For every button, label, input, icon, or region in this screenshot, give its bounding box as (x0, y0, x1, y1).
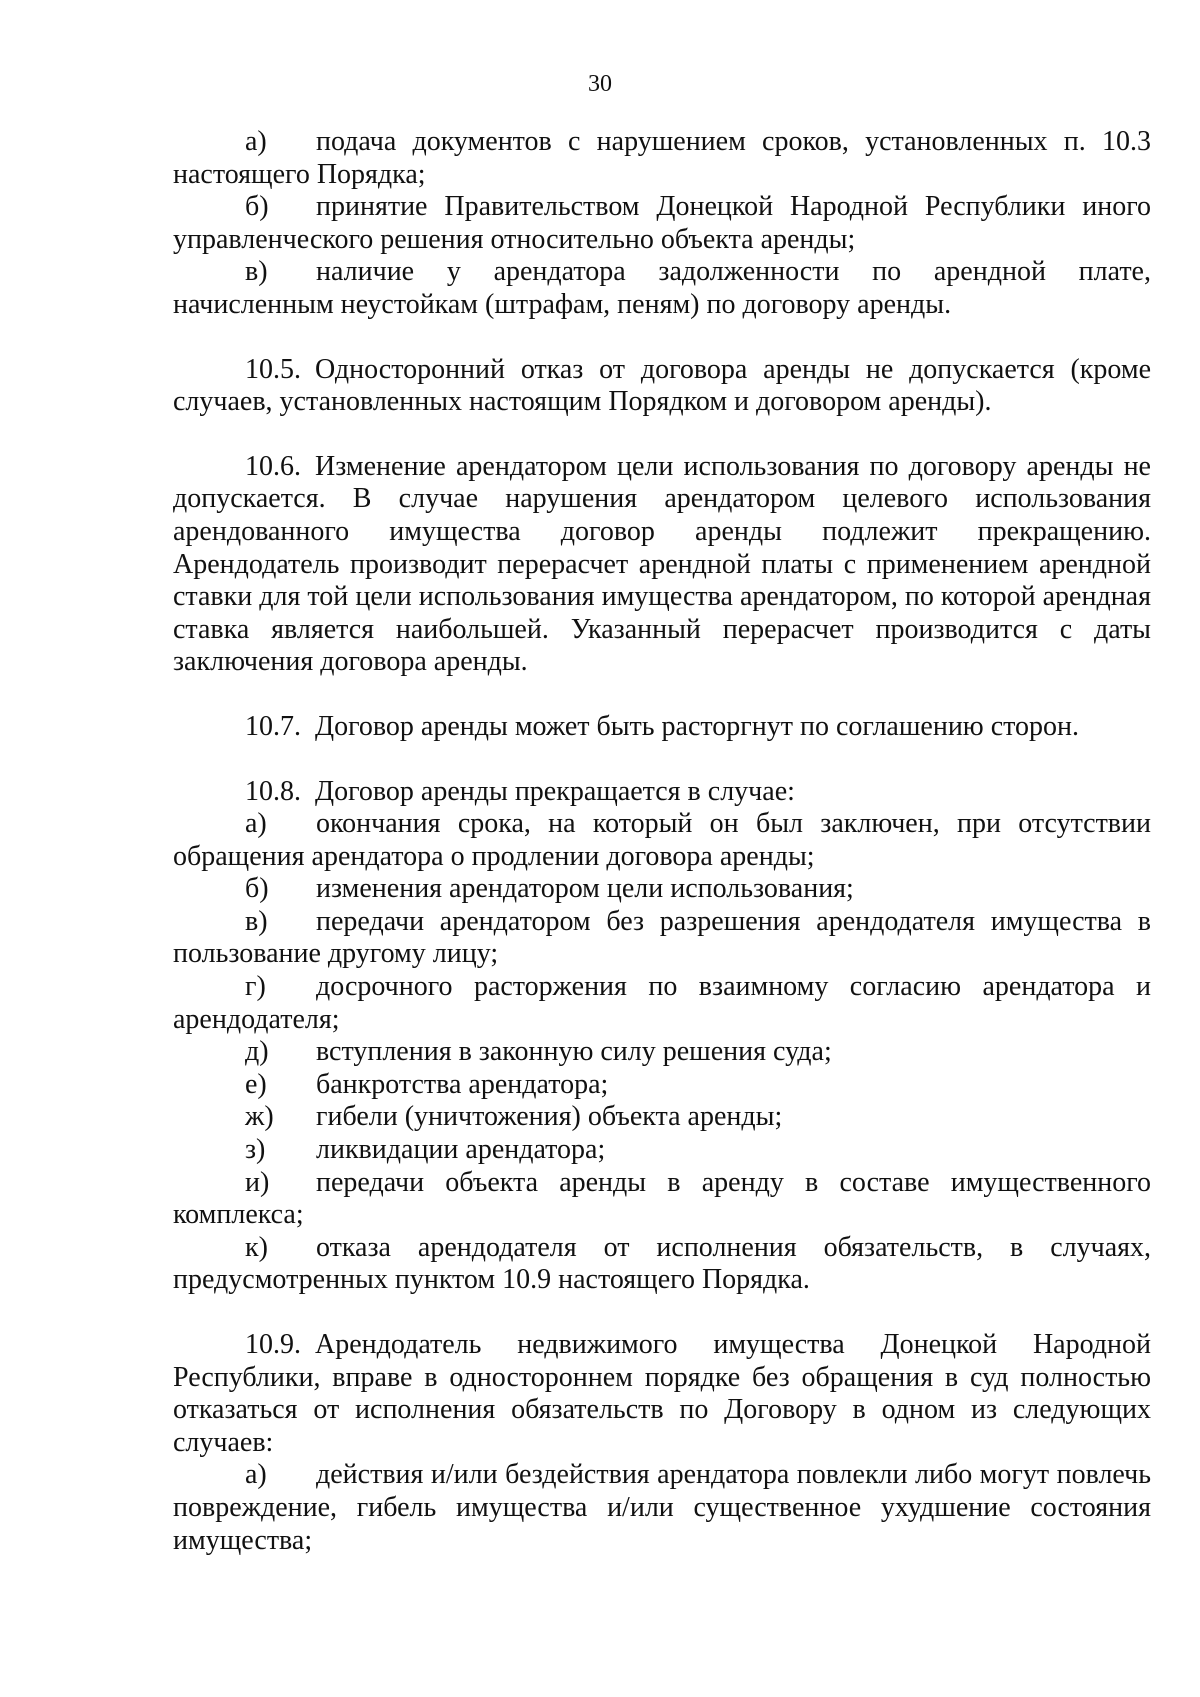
list-item-text: наличие у арендатора задолженности по арендной плате, начисленным неустойкам (штрафам, пеням) по договору аренды. (173, 256, 1151, 320)
list-marker: е) (245, 1068, 267, 1100)
list-item (173, 1101, 1151, 1134)
list-item (173, 191, 1151, 256)
list-item (173, 1134, 1151, 1167)
list-item-text: принятие Правительством Донецкой Народной Республики иного управленческого решения относительно объекта аренды; (173, 191, 1151, 255)
clause-number: 10.5. (245, 353, 301, 385)
list-item (173, 971, 1151, 1036)
list-item-text: подача документов с нарушением сроков, установленных п. 10.3 настоящего Порядка; (173, 126, 1151, 190)
clause-10-6 (173, 451, 1151, 679)
document-body (173, 126, 1151, 1557)
list-item-text: вступления в законную силу решения суда; (316, 1036, 832, 1068)
clause-text: Односторонний отказ от договора аренды не допускается (кроме случаев, установленных настоящим Порядком и договором аренды). (173, 353, 1151, 418)
list-item-text: изменения арендатором цели использования; (316, 873, 854, 905)
clause-number: 10.7. (245, 710, 301, 742)
clause-text: Изменение арендатором цели использования по договору аренды не допускается. В случае нарушения арендатором целевого использования арендованного имущества договор аренды подлежит прекращению. Арендодатель производит перерасчет арендной платы с применением арендной ставки для той цели использования имущества арендатором, по которой арендная ставка является наибольшей. Указанный перерасчет производится с даты заключения договора аренды. (173, 450, 1151, 678)
list-item-text: гибели (уничтожения) объекта аренды; (316, 1101, 783, 1133)
list-marker: а) (245, 808, 267, 840)
clause-10-8 (173, 776, 1151, 809)
list-item-text: действия и/или бездействия арендатора повлекли либо могут повлечь повреждение, гибель имущества и/или существенное ухудшение состояния имущества; (173, 1459, 1151, 1556)
list-marker: д) (245, 1036, 269, 1068)
list-marker: г) (245, 971, 266, 1003)
clause-text: Договор аренды может быть расторгнут по соглашению сторон. (315, 710, 1079, 742)
clause-number: 10.9. (245, 1329, 301, 1360)
list-item-text: окончания срока, на который он был заключен, при отсутствии обращения арендатора о продлении договора аренды; (173, 808, 1151, 872)
clause-number: 10.8. (245, 775, 301, 807)
list-marker: а) (245, 1459, 267, 1491)
page-number: 30 (588, 71, 612, 97)
list-marker: и) (245, 1166, 270, 1198)
list-item (173, 256, 1151, 321)
list-marker: з) (245, 1134, 266, 1166)
list-marker: в) (245, 256, 268, 288)
list-item-text: отказа арендодателя от исполнения обязательств, в случаях, предусмотренных пунктом 10.9 настоящего Порядка. (173, 1231, 1151, 1296)
clause-number: 10.6. (245, 450, 301, 482)
list-item (173, 1459, 1151, 1557)
clause-10-9 (173, 1329, 1151, 1459)
list-item (173, 1167, 1151, 1232)
list-item (173, 1232, 1151, 1297)
list-item (173, 906, 1151, 971)
list-item (173, 1036, 1151, 1069)
list-item (173, 873, 1151, 906)
clause-text: Договор аренды прекращается в случае: (315, 775, 795, 807)
list-marker: ж) (245, 1101, 274, 1133)
continuation-list (173, 126, 1151, 322)
list-marker: к) (245, 1231, 268, 1263)
list-item (173, 808, 1151, 873)
clause-10-5 (173, 354, 1151, 419)
list-item-text: банкротства арендатора; (316, 1068, 609, 1100)
clause-10-9-list (173, 1459, 1151, 1557)
list-item (173, 126, 1151, 191)
list-marker: в) (245, 905, 268, 937)
clause-text: Арендодатель недвижимого имущества Донецкой Народной Республики, вправе в одностороннем порядке без обращения в суд полностью отказаться от исполнения обязательств по Договору в одном из следующих случаев: (173, 1329, 1151, 1458)
list-item (173, 1069, 1151, 1102)
list-item-text: передачи арендатором без разрешения арендодателя имущества в пользование другому лицу; (173, 905, 1151, 970)
list-marker: б) (245, 873, 269, 905)
list-marker: а) (245, 126, 267, 157)
list-item-text: досрочного расторжения по взаимному согласию арендатора и арендодателя; (173, 971, 1151, 1035)
clause-10-7 (173, 711, 1151, 744)
list-item-text: передачи объекта аренды в аренду в составе имущественного комплекса; (173, 1166, 1151, 1231)
clause-10-8-list (173, 808, 1151, 1297)
list-marker: б) (245, 191, 269, 223)
list-item-text: ликвидации арендатора; (316, 1134, 606, 1166)
